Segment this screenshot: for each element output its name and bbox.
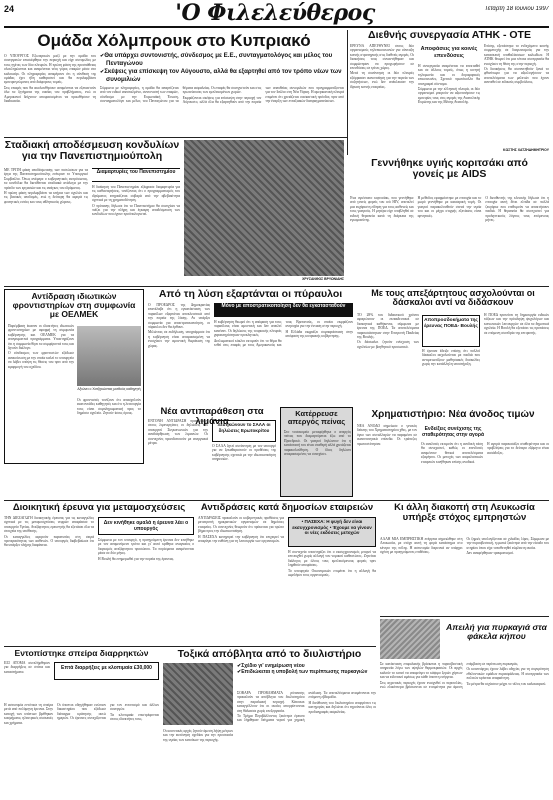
- burglary-story: [4, 649, 159, 797]
- ote-body-3: Επίσης, εξετάστηκε το ενδεχόμενο κοινής συμμετοχής σε διαγωνισμούς για την κατασκευή υποθαλάσσιων καλωδίων. Η ΑΤΗΚ θεωρεί ότι μια τέτοια συνεργασία θα ενισχύσει τη θέση της στην περιοχή. Οι διοικήσεις θα συναντηθούν ξανά το φθινόπωρο για να αξιολογήσουν τα αποτελέσματα των μελετών που έχουν ανατεθεί σε ειδικούς συμβούλους.: [484, 44, 549, 85]
- ports-body-2: Ο ΣΑΛΑ ζητεί συνάντηση με τον υπουργό για να ξεκαθαριστούν οι προθέσεις της κυβέρνησης σχετικά με την ιδιωτικοποίηση υπηρεσιών.: [212, 444, 276, 462]
- stock-headline: Χρηματιστήριο: Νέα άνοδος τιμών: [371, 410, 535, 420]
- stock-body-2: Οι αναλυτές εκτιμούν ότι η ανοδική τάση θα συνεχιστεί, καθώς οι επενδυτές αναμένουν θετικά αποτελέσματα εξαμήνου. Οι μετοχές των ασφαλιστικών εταιρειών κινήθηκαν επίσης ανοδικά. Η αγορά παρουσιάζει σταθερότητα και οι προβλέψεις για το δεύτερο εξάμηνο είναι αισιόδοξες.: [421, 442, 549, 464]
- lead-bullets: [100, 52, 344, 84]
- probe-body-1: ΤΗΝ ΔΙΕΞΑΓΩΓΗ διοικητικής έρευνας για τις καταγγελίες σχετικά με τις μεταμοσχεύσεις νεφρών αποφάσισε το υπουργείο Υγείας. Ανεξάρτητος ερευνητής θα εξετάσει όλα τα στοιχεία της υπόθεσης. Οι καταγγελίες αφορούν παρατυπίες στη σειρά προτεραιότητας των ασθενών. Ο υπουργός διαβεβαίωσε ότι θα υπάρξει πλήρης διαφάνεια.: [4, 516, 94, 548]
- oelmek-body-1: Παρέμβαση έκαναν οι ιδιοκτήτες ιδιωτικών φροντιστηρίων με αφορμή τη συμφωνία κυβέρνησης και ΟΕΛΜΕΚ για τα απογευματινά προγράμματα. Υποστηρίζουν ότι η συμφωνία θίγει τα συμφέροντά τους και ζητούν διάλογο. Ο σύνδεσμος των φροντιστών εξέδωσε ανακοίνωση με την οποία καλεί το υπουργείο να λάβει υπόψη τις θέσεις του πριν από την εφαρμογή του σχεδίου.: [8, 324, 74, 369]
- ports-headline: Νέα αντιπαράθεση στα λιμάνια: [160, 407, 264, 427]
- photo-byline: ΧΡΥΣΑΝΘΟΣ ΒΡΥΩΝΙΔΗΣ: [302, 277, 344, 281]
- oelmek-headline: Αντίδραση ιδιωτικών φροντιστηρίων στη συμφωνία με ΟΕΛΜΕΚ: [12, 291, 136, 319]
- ote-headline: Διεθνής συνεργασία ΑΤΗΚ - ΟΤΕ: [368, 30, 531, 41]
- teachers-body-2: Η έρευνα έδειξε επίσης ότι πολλοί δάσκαλοι ασχολούνται με παιδιά που αντιμετωπίζουν μαθησιακές δυσκολίες χωρίς την κατάλληλη υποστήριξη.: [422, 349, 480, 367]
- tires-pull-quote-box: [214, 303, 353, 317]
- teachers-story: [357, 289, 549, 407]
- section-rule: [4, 646, 376, 647]
- ports-story: [148, 407, 276, 497]
- ports-body-1: ΕΝΤΟΝΗ ΑΝΤΙΔΡΑΣΗ προκάλεσαν στους λιμενεργάτες οι δηλώσεις του υπουργού Συγκοινωνιών για την αναδιάρθρωση των λιμανιών. Οι συντεχνίες προειδοποιούν με απεργιακά μέτρα.: [148, 419, 208, 446]
- right-bottom-body: Σε κατάσταση επιφυλακής βρίσκεται η πυροσβεστική υπηρεσία λόγω των υψηλών θερμοκρασιών. Οι αρχές καλούν το κοινό να αποφεύγει το κάψιμο ξερών χόρτων και να ειδοποιεί αμέσως για κάθε ύποπτη ενέργεια. Στις αγροτικές περιοχές έχουν ενισχυθεί οι περιπολίες, ενώ ελικόπτερα βρίσκονται σε ετοιμότητα για άμεση επέμβαση σε περίπτωση πυρκαγιάς. Οι κοινοτάρχες έχουν λάβει οδηγίες για τη συγκρότηση εθελοντικών ομάδων πυρασφάλειας. Η συνεργασία των πολιτών κρίνεται απαραίτητη. Τα μέτρα θα ισχύσουν μέχρι το τέλος του καλοκαιριού.: [380, 662, 549, 690]
- section-rule: [4, 137, 347, 138]
- refinery-story: [163, 649, 376, 797]
- loans-body-2: Η διοίκηση του Πανεπιστημίου εξέφρασε διαμαρτυρία για τις καθυστερήσεις, τονίζοντας ότι ο προγραμματισμός του ιδρύματος επηρεάζεται σοβαρά από την αβεβαιότητα σχετικά με τη χρηματοδότηση. Ο πρύτανης δήλωσε ότι το Πανεπιστήμιο θα συνεχίσει να πιέζει για την πλήρη και έγκαιρη αποδέσμευση των κονδυλίων που έχουν προϋπολογιστεί.: [92, 185, 180, 217]
- companies-pull-quote-box: [288, 517, 376, 547]
- aids-body: Ένα υγιέστατο κοριτσάκι, που γεννήθηκε από γονείς φορείς του ιού HIV, αποτελεί μια ευχάριστη είδηση για τους ασθενείς και τους γιατρούς. Η μητέρα είχε υποβληθεί σε ειδική θεραπεία κατά τη διάρκεια της εγκυμοσύνης. Η μέθοδος εφαρμόστηκε με επιτυχία και το μωρό γεννήθηκε με καισαρική τομή. Οι γιατροί παρακολουθούν στενά την υγεία του και οι μέχρι στιγμής εξετάσεις είναι αρνητικές. Ο διευθυντής της κλινικής δήλωσε ότι η επιτυχία αυτή δίνει ελπίδα σε πολλά ζευγάρια που επιθυμούν να αποκτήσουν παιδιά. Η θεραπεία θα συνεχιστεί για προληπτικούς λόγους τους επόμενους μήνες.: [350, 196, 549, 223]
- probe-headline: Διοικητική έρευνα για μεταμοσχεύσεις: [12, 503, 186, 513]
- hunger-body: Στο νοσοκομείο μεταφέρθηκε ο απεργός πείνας που διαμαρτύρεται έξω από το Προεδρικό. Οι γιατροί δηλώνουν ότι η κατάστασή του είναι σταθερή αλλά χρειάζεται παρακολούθηση. Ο ίδιος δηλώνει αποφασισμένος να συνεχίσει.: [284, 430, 351, 457]
- stock-body-1: ΝΕΑ ΑΝΟΔΟ σημείωσε ο γενικός δείκτης του Χρηματιστηρίου χθες, με τον όγκο των συναλλαγών να παραμένει σε ικανοποιητικά επίπεδα. Οι τράπεζες πρωτοστάτησαν.: [357, 424, 417, 446]
- tires-body-2: Η κυβέρνηση θεωρεί ότι η απόφαση για τους πυραύλους είναι αμυντική και δεν απειλεί κανέναν. Οι δηλώσεις της τουρκικής πλευράς χαρακτηρίστηκαν προκλητικές. Διπλωματικοί κύκλοι εκτιμούν ότι το θέμα θα τεθεί στις επαφές με τους Αμερικανούς και τους Βρετανούς, οι οποίοι εκφράζουν ανησυχία για την ένταση στην περιοχή. Η Ελλάδα εκφράζει συμπαράσταση στην απόφαση της κυπριακής κυβέρνησης.: [214, 320, 353, 348]
- issue-date: Τετάρτη 18 Ιουνίου 1997: [484, 6, 549, 12]
- loans-headline: Σταδιακή αποδέσμευση κονδυλίων για την Πανεπιστημιούπολη: [4, 140, 180, 163]
- fire-headline: Κι άλλη διακοπή στη Λευκωσία υπήρξε στόχος εμπρηστών: [394, 503, 535, 523]
- loans-pull-quote-box: [92, 168, 180, 182]
- loans-pull-quote: Διαμαρτυρίες του Πανεπιστημίου: [96, 169, 176, 175]
- ote-story: [350, 30, 549, 155]
- hunger-story: [280, 407, 353, 497]
- companies-body-1: ΑΝΤΙΔΡΑΣΕΙΣ προκαλούν οι κυβερνητικές προθέσεις για μετατροπή ημικρατικών οργανισμών σε δημόσιες εταιρείες. Οι συντεχνίες θεωρούν ότι πρόκειται για πρώτο βήμα προς την ιδιωτικοποίηση. Η ΠΑΣΕΧΑ κατηγορεί την κυβέρνηση ότι επιχειρεί να αποφύγει την ευθύνη για τη λειτουργία των οργανισμών.: [198, 516, 284, 544]
- burglary-pull-quote: Επτά διαρρήξεις με κλοπιμαία £30,000: [61, 665, 152, 671]
- teachers-body-3: Η ΠΟΕΔ προτείνει τη δημιουργία ειδικών τάξεων και την πρόσληψη ψυχολόγων και κοινωνικών λειτουργών σε όλα τα δημοτικά σχολεία. Η Βουλή θα εξετάσει τις προτάσεις σε επόμενη συνεδρία της επιτροπής.: [484, 313, 549, 335]
- lead-body-left: Ο ΥΠΟΥΡΓΟΣ Εξωτερικών μαζί με την ομάδα του συνεργατών επισκέφθηκε την περιοχή και είχε συνομιλίες με τους ηγέτες των δύο πλευρών. Η πρώτη φάση της προσπάθειας ολοκληρώνεται και αναμένεται νέος γύρος επαφών μέσα στο καλοκαίρι. Οι πληροφορίες αναφέρουν ότι η σύνθεση της ομάδας έχει ήδη καθοριστεί και θα περιλαμβάνει εμπειρογνώμονες από διάφορους τομείς. Στις επαφές που θα ακολουθήσουν αναμένεται να εξεταστούν όλα τα ζητήματα της ουσίας του προβλήματος, ενώ οι Αμερικανοί δείχνουν αποφασισμένοι να προωθήσουν τη διαδικασία.: [4, 54, 96, 104]
- stock-story: [357, 410, 549, 498]
- aids-story: [350, 158, 549, 283]
- teachers-body-1: ΤΟ 28% του διδακτικού χρόνου αφιερώνουν οι εκπαιδευτικοί σε διοικητικά καθήκοντα, σύμφωνα με έρευνα της ΠΟΕΔ. Τα αποτελέσματα παρουσιάστηκαν στην Επιτροπή Παιδείας της Βουλής. Οι δάσκαλοι ζητούν ενίσχυση των σχολείων με βοηθητικό προσωπικό.: [357, 313, 419, 349]
- probe-story: [4, 503, 194, 643]
- tires-body-1: Ο ΠΡΟΕΔΡΟΣ της Δημοκρατίας επανέλαβε ότι η εγκατάσταση των πυραύλων εξαρτάται αποκλειστικά από την πορεία της λύσης. Αν υπάρξει συμφωνία για αποστρατικοποίηση, οι πύραυλοι δεν θα έρθουν. Μιλώντας σε εκδήλωση, υπογράμμισε ότι η κυβέρνηση είναι αποφασισμένη να ενισχύσει την αμυντική θωράκιση της χώρας.: [148, 303, 210, 348]
- probe-pull-quote-box: [98, 517, 194, 535]
- teachers-pull-quote: Αποπροσδοκήματα της έρευνας ΠΟΕΔ- Βουλής: [424, 318, 478, 329]
- burglary-body-1: ΕΞΙ ΑΤΟΜΑ συνελήφθησαν για διαρρήξεις σε σπίτια και καταστήματα.: [4, 661, 50, 674]
- companies-pull-quote: • ΠΑΣΕΧΑ: Η φυγή δεν είναι εκσυγχρονισμός • Έχουμε να γίνουν οι νέες εκδόσεις μετοχών: [292, 519, 372, 536]
- ports-pull-quote-box: [212, 420, 276, 442]
- refinery-headline: Τοξικά απόβλητα από το διυλιστήριο: [177, 649, 362, 660]
- probe-pull-quote: Δεν κινήθηκε ομαλά η έρευνα λέει ο υπουργός: [103, 520, 189, 532]
- page-number: 24: [4, 4, 15, 14]
- ote-subhead: Αποφάσεις για κοινές επενδύσεις: [420, 46, 478, 59]
- probe-body-2: Σύμφωνα με τον υπουργό, η προηγούμενη έρευνα δεν κινήθηκε με τον αναμενόμενο τρόπο και γι' αυτό κρίθηκε αναγκαίος ο διορισμός ανεξάρτητου προσώπου. Τα πορίσματα αναμένονται μέσα σε δύο μήνες. Η Βουλή θα ενημερωθεί για την πορεία της έρευνας.: [98, 538, 194, 561]
- refinery-body-1: ΣΟΒΑΡΑ ΠΡΟΒΛΗΜΑΤΑ ρύπανσης προκαλούν τα απόβλητα του διυλιστηρίου στην παραλιακή περιοχή. Κάτοικοι καταγγέλλουν ότι οι ουσίες απορρίπτονται στη θάλασσα χωρίς επεξεργασία. Το Τμήμα Περιβάλλοντος ξεκίνησε έρευνα και λήφθηκαν δείγματα νερού για χημική ανάλυση. Τα αποτελέσματα αναμένονται την επόμενη εβδομάδα. Η διεύθυνση του διυλιστηρίου απορρίπτει τις κατηγορίες και δηλώνει ότι τηρούνται όλες οι προδιαγραφές ασφαλείας.: [237, 691, 376, 723]
- refinery-bullets: [237, 663, 376, 689]
- masthead-rule: [4, 26, 549, 28]
- corner-headline: Απειλή για πυρκαγιά στα φάκελα κήπου: [446, 623, 547, 641]
- refinery-photo: [163, 663, 233, 725]
- oelmek-story: [4, 289, 144, 464]
- hunger-headline: Κατέρρευσε απεργός πείνας: [287, 409, 346, 426]
- corner-photo: [380, 619, 440, 659]
- burglary-body-2: Η αστυνομία εντόπισε τη σπείρα μετά από πολύμηνη έρευνα. Στην κατοχή των υπόπτων βρέθηκαν κοσμήματα, ηλεκτρικές συσκευές και χρήματα. Οι ύποπτοι οδηγήθηκαν ενώπιον δικαστηρίου που εξέδωσε διάταγμα κράτησης οκτώ ημερών. Οι έρευνες συνεχίζονται για τον εντοπισμό και άλλων συνεργών. Τα κλοπιμαία επιστρέφονται στους ιδιοκτήτες τους.: [4, 703, 159, 725]
- section-rule: [380, 616, 549, 617]
- teachers-pull-quote-box: [422, 315, 480, 347]
- oelmek-photo-caption: Αξιώνει ο Χατζηκώστας μισθούς καθηγητή: [77, 387, 141, 391]
- tires-story: [148, 289, 353, 404]
- refinery-bullet: ✔ Σχέδιο γι' ενημέρωση νέου: [237, 663, 376, 669]
- ote-byline: ΚΩΣΤΗΣ ΧΑΤΖΗΔΗΜΗΤΡΙΟΥ: [503, 148, 549, 152]
- corner-story: [380, 619, 549, 659]
- tires-pull-quote: Μόνο με αποστρατικοποίηση δεν θα εγκατασταθούν: [221, 303, 346, 309]
- burglary-headline: Εντοπίστηκε σπείρα διαρρηκτών: [14, 649, 149, 658]
- lead-story: [4, 30, 344, 136]
- fire-story: [380, 503, 549, 613]
- right-bottom-column: [380, 662, 549, 797]
- ote-body-2: Η συνεργασία αναμένεται να επεκταθεί και σε άλλους τομείς, όπως η κινητή τηλεφωνία και οι δορυφορικές επικοινωνίες. Σχετικό πρωτόκολλο θα υπογραφεί σύντομα. Σύμφωνα με την ελληνική πλευρά, οι δύο οργανισμοί μπορούν να αξιοποιήσουν τις εμπειρίες τους στις αγορές της Ανατολικής Ευρώπης και της Μέσης Ανατολής.: [418, 64, 480, 105]
- lead-body-right: Σύμφωνα με πληροφορίες, η ομάδα θα απαρτίζεται από τον ειδικό απεσταλμένο, συντονιστή των επαφών, σύνδεσμο με την Ευρωπαϊκή Ένωση, συνταγματολόγο και μέλος του Πενταγώνου για τα θέματα ασφαλείας. Οι επαφές θα συνεχιστούν και στις πρωτεύουσες των εμπλεκομένων χωρών. Εκφράζονται σκέψεις για επίσκεψη στην περιοχή τον Αύγουστο, αλλά όλα θα εξαρτηθούν από την πορεία των απευθείας συνομιλιών που προγραμματίζονται για τον Ιούλιο στη Νέα Υόρκη. Η αμερικανική πλευρά επιμένει ότι χρειάζεται ουσιαστική πρόοδος πριν από την έναρξη των ενταξιακών διαπραγματεύσεων.: [100, 86, 344, 105]
- stock-subhead: Ενδείξεις συνέχισης της σταθερότητας στην αγορά: [421, 426, 485, 438]
- lead-bullet: ✔ Θα υπάρχει συντονιστής, σύνδεσμος με Ε.Ε., συνταγματολόγος και μέλος του Πενταγώνου: [100, 52, 344, 68]
- companies-body-2: Η συντεχνία υποστηρίζει ότι ο εκσυγχρονισμός μπορεί να επιτευχθεί χωρίς αλλαγή του νομικού καθεστώτος. Ζητείται διάλογος με όλους τους εμπλεκόμενους φορείς πριν ληφθούν αποφάσεις. Το υπουργείο Οικονομικών επιμένει ότι η αλλαγή θα ωφελήσει τους οργανισμούς.: [288, 550, 376, 578]
- column-divider: [347, 30, 348, 155]
- lead-headline: Ομάδα Χόλμπρουκ στο Κυπριακό: [37, 31, 311, 50]
- section-rule: [4, 500, 549, 501]
- teachers-headline: Με τους απεξάρτητους ασχολούνται οι δάσκαλοι αντί να διδάσκουν: [371, 289, 535, 308]
- companies-story: [198, 503, 376, 643]
- refinery-bullet: ✔ Επιδιώκεται η υποβολή των περίπτωσης πυρκαγιών: [237, 669, 376, 675]
- loans-body-1: ΜΕ ΤΡΙΤΗ φάση αποδέσμευσης των πιστώσεων για τα έργα της Πανεπιστημιούπολης ενέκρινε το Υπουργικό Συμβούλιο. Όπως ανέφερε ο κυβερνητικός εκπρόσωπος, τα κονδύλια θα διατίθενται σταδιακά ανάλογα με την πρόοδο των εργασιών και τις ανάγκες του ιδρύματος. Η πρώτη φάση περιλαμβάνει τα κτήρια των σχολών και τις βασικές υποδομές, ενώ η δεύτερη θα αφορά τις φοιτητικές εστίες και τους αθλητικούς χώρους.: [4, 168, 88, 204]
- news-photo: [184, 140, 344, 276]
- loans-story: [4, 140, 180, 280]
- aids-headline: Γεννήθηκε υγιής κοριτσάκι από γονείς με AIDS: [371, 158, 528, 181]
- ote-body-1: ΕΡΕΥΝΑ ΑΠΕΥΘΥΝΕΙ στους δύο οργανισμούς τηλεπικοινωνιών για σύνταξη κοινής στρατηγικής στις διεθνείς αγορές. Οι διοικήσεις τους συναντήθηκαν και συμφώνησαν να προχωρήσουν σε επενδύσεις σε τρίτες χώρες. Μετά τη συνάντηση οι δύο πλευρές εξέφρασαν ικανοποίηση για την πορεία των συζητήσεων, ενώ δεν απέκλεισαν την ίδρυση κοινής εταιρείας.: [350, 44, 414, 89]
- companies-headline: Αντιδράσεις κατά δημοσίων εταιρειών: [200, 503, 374, 513]
- section-rule: [4, 286, 549, 287]
- burglary-pull-quote-box: [54, 662, 159, 680]
- newspaper-title: 'Ο Φιλελεύθερος: [175, 0, 375, 26]
- ports-pull-quote: Ξεσηκώνουν το ΣΑΛΑ οι δηλώσεις Ερωτοκρίτου: [217, 422, 271, 433]
- tires-headline: Από τη λύση εξαρτάνται οι πύραυλοι: [158, 289, 343, 300]
- fire-body: ΑΛΛΗ ΜΙΑ ΕΜΠΡΗΣΤΙΚΗ ενέργεια σημειώθηκε στη Λευκωσία, με στόχο αυτή τη φορά κατάστημα στο κέντρο της πόλης. Η αστυνομία διερευνά αν υπάρχει σχέση με προηγούμενες επιθέσεις. Οι ζημιές υπολογίζονται σε χιλιάδες λίρες. Σύμφωνα με την πυροσβεστική, η φωτιά ξεκίνησε από την είσοδο του κτηρίου όπου είχε τοποθετηθεί εύφλεκτη ουσία. Δεν αναφέρθηκαν τραυματισμοί.: [380, 537, 549, 556]
- lead-bullet: ✔ Σκέψεις για επίσκεψη τον Αύγουστο, αλλά θα εξαρτηθεί από τον τρόπο νέων των συνομιλιών: [100, 68, 344, 84]
- refinery-body-2: Οι κοινοτικές αρχές ζητούν άμεση λήψη μέτρων και την εκπόνηση σχεδίου για την προστασία της υγείας των κατοίκων της περιοχής.: [163, 729, 233, 742]
- oelmek-body-2: Οι φροντιστές τονίζουν ότι απασχολούν εκατοντάδες καθηγητές και ότι η λειτουργία τους είναι συμπληρωματική προς το δημόσιο σχολείο. Ζητούν ίσους όρους.: [77, 398, 141, 416]
- oelmek-photo: [77, 326, 141, 386]
